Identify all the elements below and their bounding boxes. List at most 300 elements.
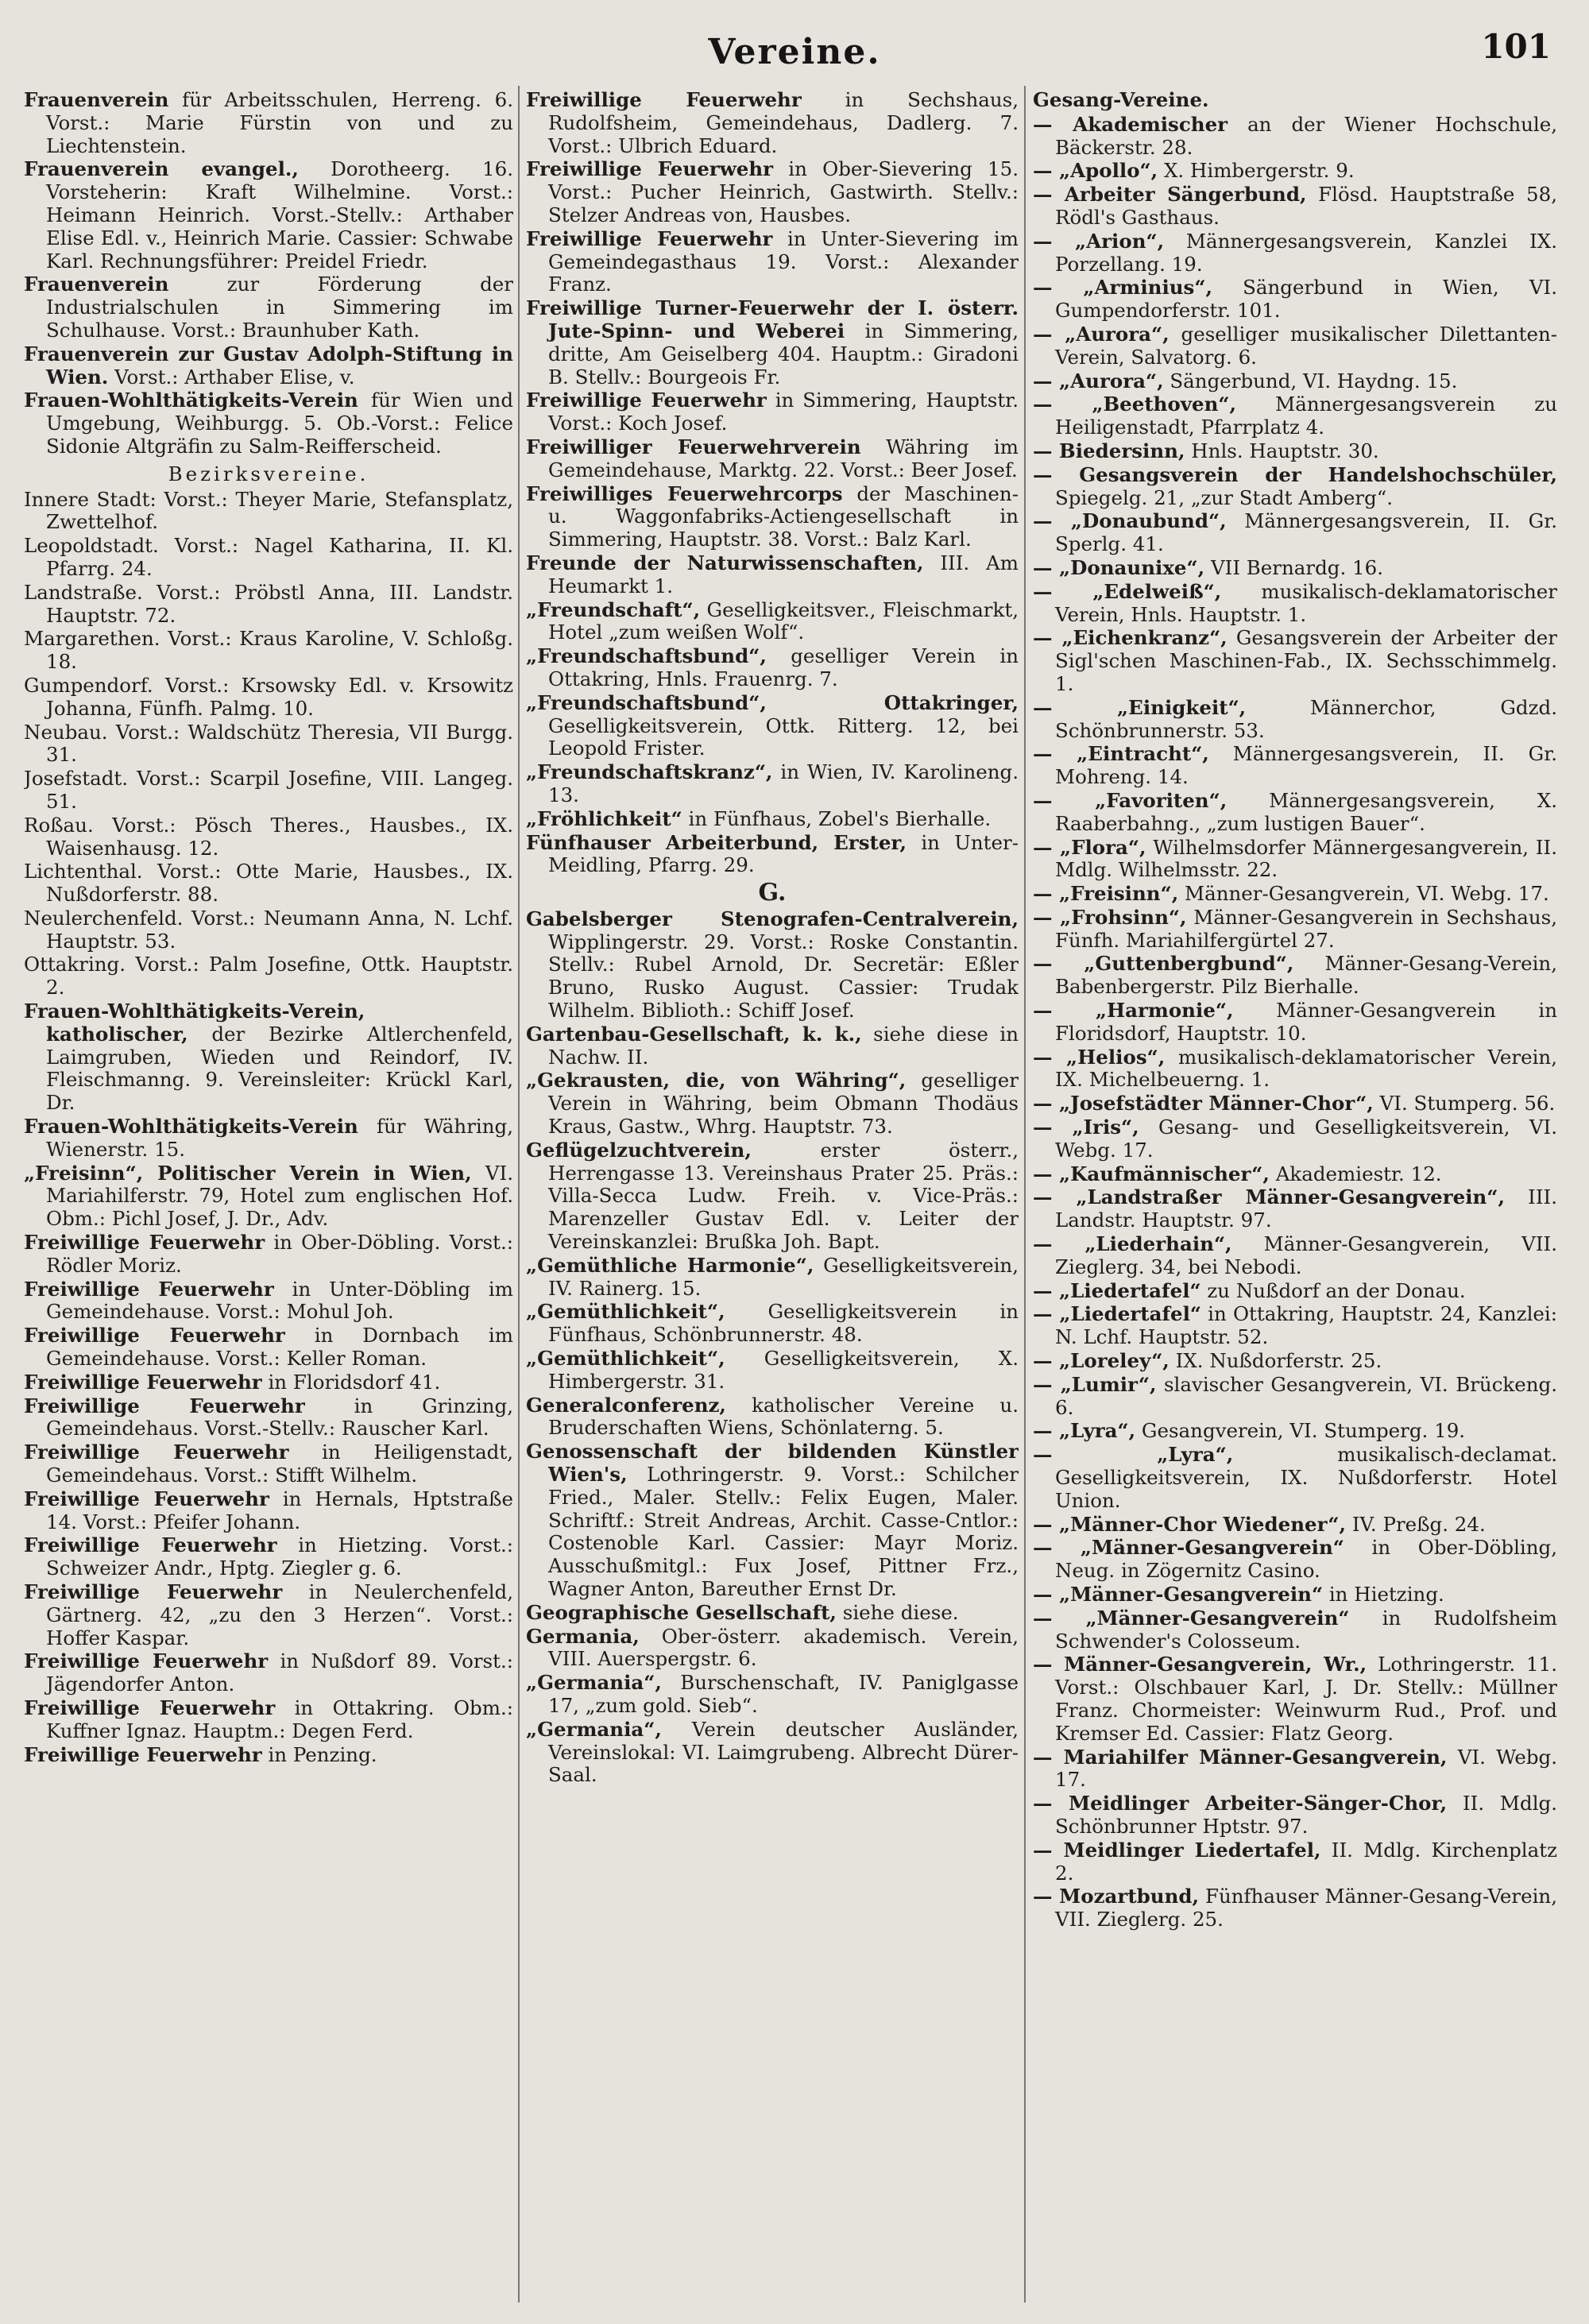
entry-details: Fünfhauser Männer-Gesang-Verein, VII. Zieglerg. 25. — [1055, 1885, 1557, 1932]
entry-details: erster österr., Herrengasse 13. Vereinshaus Prater 25. Präs.: Villa-Secca Ludw. Freih. v. Vice-Präs.: Marenzeller Gustav Edl. v. Leiter der Vereinskanzlei: Brußka Joh. Bapt. — [548, 1138, 1019, 1254]
directory-entry — [24, 1324, 513, 1371]
entry-name: Freiwillige Feuerwehr — [24, 1277, 274, 1301]
entry-name: Freiwillige Feuerwehr — [526, 226, 773, 250]
entry-name: — „Beethoven“, — [1033, 392, 1237, 416]
entry-details: Männergesangsverein, X. Raaberbahng., „zum lustigen Bauer“. — [1055, 788, 1557, 835]
entry-name: Freiwillige Feuerwehr — [526, 89, 802, 111]
entry-details: Sängerbund in Wien, VI. Gumpendorferstr. 101. — [1055, 276, 1557, 323]
directory-entry — [1033, 464, 1557, 510]
entry-name: — „Flora“, — [1033, 835, 1146, 859]
entry-details: in Heiligenstadt, Gemeindehaus. Vorst.: Stifft Wilhelm. — [46, 1440, 513, 1487]
entry-name: Freiwillige Feuerwehr — [24, 1533, 277, 1557]
directory-entry — [526, 1069, 1019, 1138]
directory-entry — [526, 808, 1019, 831]
directory-entry — [1033, 1653, 1557, 1745]
entry-details: Neulerchenfeld. Vorst.: Neumann Anna, N. Lchf. Hauptstr. 53. — [24, 906, 513, 953]
entry-details: Sängerbund, VI. Haydng. 15. — [1163, 369, 1458, 392]
directory-entry — [1033, 1746, 1557, 1792]
entry-details: Gesang- und Geselligkeitsverein, VI. Webg. 17. — [1055, 1116, 1557, 1162]
entry-name: — „Freisinn“, — [1033, 882, 1179, 906]
entry-name: Gabelsberger Stenografen-Centralverein, — [526, 907, 1019, 930]
directory-entry — [1033, 160, 1557, 183]
column-middle — [526, 89, 1019, 2306]
entry-name: — „Guttenbergbund“, — [1033, 952, 1294, 976]
entry-details: Gesangverein, VI. Stumperg. 19. — [1135, 1419, 1466, 1443]
directory-entry — [1033, 1116, 1557, 1162]
directory-entry — [24, 768, 513, 814]
entry-details: geselliger Verein in Währing, beim Obmann Thodäus Kraus, Gastw., Whrg. Hauptstr. 73. — [548, 1069, 1019, 1139]
directory-entry — [1033, 1374, 1557, 1420]
entry-details: Ottakring. Vorst.: Palm Josefine, Ottk. Hauptstr. 2. — [24, 953, 513, 1000]
entry-name: Fünfhauser Arbeiterbund, Erster, — [526, 830, 907, 854]
entry-details: Männer-Gesangverein, VI. Webg. 17. — [1178, 882, 1549, 906]
directory-entry — [24, 1534, 513, 1580]
entry-details: musikalisch-deklamatorischer Verein, IX. Michelbeuerng. 1. — [1055, 1045, 1557, 1092]
column-left — [24, 89, 513, 2306]
entry-details: II. Mdlg. Schönbrunner Hptstr. 97. — [1055, 1792, 1557, 1838]
entry-name: Freiwillige Feuerwehr — [24, 1324, 285, 1348]
directory-entry — [1033, 697, 1557, 743]
directory-entry — [526, 89, 1019, 157]
directory-entry — [1033, 184, 1557, 230]
directory-entry — [1033, 1583, 1557, 1607]
entry-name: Frauen-Wohlthätigkeits-Verein — [24, 389, 358, 412]
entry-details: Vorst.: Arthaber Elise, v. — [108, 365, 355, 389]
entry-details: in Nußdorf 89. Vorst.: Jägendorfer Anton. — [46, 1649, 513, 1696]
entry-details: in Ottakring, Hauptstr. 24, Kanzlei: N. Lchf. Hauptstr. 52. — [1055, 1302, 1557, 1349]
entry-name: Frauen-Wohlthätigkeits-Verein — [24, 1115, 358, 1139]
directory-entry — [526, 483, 1019, 551]
directory-entry — [24, 273, 513, 342]
entry-name: Frauenverein — [24, 273, 169, 296]
entry-details: in Ober-Sievering 15. Vorst.: Pucher Heinrich, Gastwirth. Stellv.: Stelzer Andreas von, Hausbes. — [548, 157, 1019, 226]
entry-name: „Gemüthliche Harmonie“, — [526, 1253, 814, 1277]
directory-entry — [526, 552, 1019, 598]
entry-details: Männer-Gesang-Verein, Babenbergerstr. Pilz Bierhalle. — [1055, 952, 1557, 999]
entry-details: slavischer Gesangverein, VI. Brückeng. 6. — [1055, 1372, 1557, 1419]
entry-details: Flösd. Hauptstraße 58, Rödl's Gasthaus. — [1055, 183, 1557, 229]
directory-entry — [24, 1697, 513, 1743]
directory-entry — [24, 1395, 513, 1441]
directory-entry — [1033, 1885, 1557, 1932]
directory-entry — [24, 158, 513, 273]
entry-details: für Wien und Umgebung, Weihburgg. 5. Ob.-Vorst.: Felice Sidonie Altgräfin zu Salm-Reifferscheid. — [46, 389, 513, 458]
entry-details: in Unter-Döbling im Gemeindehause. Vorst.: Mohul Joh. — [46, 1277, 513, 1324]
entry-name: Gartenbau-Gesellschaft, k. k., — [526, 1022, 862, 1046]
entry-details: geselliger musikalischer Dilettanten-Verein, Salvatorg. 6. — [1055, 322, 1557, 369]
entry-details: Geselligkeitsver., Fleischmarkt, Hotel „zum weißen Wolf“. — [548, 597, 1019, 644]
entry-name: „Gemüthlichkeit“, — [526, 1300, 725, 1324]
directory-entry — [1033, 837, 1557, 883]
directory-entry — [24, 814, 513, 860]
entry-details: Geselligkeitsverein, X. Himbergerstr. 31. — [548, 1347, 1019, 1393]
entry-name: Freiwillige Feuerwehr — [24, 1440, 289, 1464]
entry-name: Freiwilliges Feuerwehrcorps — [526, 481, 843, 505]
entry-name: — „Favoriten“, — [1033, 788, 1228, 812]
directory-entry — [1033, 370, 1557, 393]
entry-name: „Germania“, — [526, 1671, 662, 1695]
entry-name: — „Loreley“, — [1033, 1349, 1170, 1373]
entry-name: — „Eichenkranz“, — [1033, 626, 1228, 650]
entry-details: Männer-Gesangverein, VII. Zieglerg. 34, bei Nebodi. — [1055, 1232, 1557, 1278]
section-subheading: Bezirksvereine. — [168, 462, 369, 485]
entry-details: Margarethen. Vorst.: Kraus Karoline, V. Schloßg. 18. — [24, 627, 513, 674]
entry-details: III. Landstr. Hauptstr. 97. — [1055, 1185, 1557, 1232]
entry-details: in Unter-Sievering im Gemeindegasthaus 19. Vorst.: Alexander Franz. — [548, 226, 1019, 296]
directory-entry — [526, 832, 1019, 878]
directory-entry — [526, 1626, 1019, 1672]
directory-entry — [24, 1278, 513, 1324]
entry-details: für Währing, Wienerstr. 15. — [46, 1115, 513, 1161]
entry-details: Hnls. Hauptstr. 30. — [1185, 439, 1379, 462]
directory-entry — [1033, 323, 1557, 369]
directory-entry — [24, 953, 513, 1000]
entry-name: — Meidlinger Arbeiter-Sänger-Chor, — [1033, 1792, 1448, 1816]
entry-name: Frauenverein zur Gustav Adolph-Stiftung in Wien. — [24, 342, 513, 389]
entry-name: — „Landstraßer Männer-Gesangverein“, — [1033, 1185, 1505, 1209]
entry-details: siehe diese. — [836, 1600, 959, 1624]
entry-name: Freiwillige Feuerwehr — [526, 389, 767, 412]
directory-entry — [24, 1581, 513, 1649]
entry-name: — „Arion“, — [1033, 229, 1165, 253]
entry-details: Geselligkeitsverein in Fünfhaus, Schönbrunnerstr. 48. — [548, 1300, 1019, 1347]
directory-entry — [1033, 510, 1557, 556]
entry-details: in Floridsdorf 41. — [261, 1370, 441, 1394]
directory-entry — [1033, 1839, 1557, 1885]
entry-details: siehe diese in Nachw. II. — [548, 1022, 1019, 1069]
entry-name: Frauenverein evangel., — [24, 157, 299, 181]
entry-details: X. Himbergerstr. 9. — [1158, 159, 1355, 183]
directory-entry — [526, 645, 1019, 691]
directory-entry — [1033, 1514, 1557, 1537]
directory-entry — [24, 89, 513, 157]
directory-entry — [526, 1255, 1019, 1301]
entry-details: Männer-Gesangverein in Sechshaus, Fünfh. Mariahilfergürtel 27. — [1055, 905, 1557, 952]
entry-details: Geselligkeitsverein, IV. Rainerg. 15. — [548, 1253, 1019, 1300]
entry-details: Gumpendorf. Vorst.: Krsowsky Edl. v. Krsowitz Johanna, Fünfh. Palmg. 10. — [24, 673, 513, 720]
entry-details: VI. Mariahilferstr. 79, Hotel zum englischen Hof. Obm.: Pichl Josef, J. Dr., Adv. — [46, 1161, 513, 1231]
entry-details: in Unter-Meidling, Pfarrg. 29. — [548, 830, 1019, 877]
entry-name: — „Männer-Gesangverein“ — [1033, 1536, 1344, 1560]
entry-name: — „Lumir“, — [1033, 1372, 1157, 1396]
directory-entry — [526, 1301, 1019, 1347]
entry-name: — „Liederhain“, — [1033, 1232, 1232, 1256]
entry-name: Freunde der Naturwissenschaften, — [526, 551, 924, 574]
entry-name: „Freundschaftsbund“, Ottakringer, — [526, 690, 1019, 714]
entry-details: in Ottakring. Obm.: Kuffner Ignaz. Hauptm.: Degen Ferd. — [46, 1696, 513, 1742]
entry-details: in Hietzing. — [1323, 1583, 1444, 1606]
entry-name: Freiwillige Feuerwehr — [24, 1649, 269, 1673]
directory-entry — [1033, 907, 1557, 953]
entry-name: — „Männer-Gesangverein“ — [1033, 1583, 1324, 1606]
entry-details: Währing im Gemeindehause, Marktg. 22. Vorst.: Beer Josef. — [548, 435, 1019, 481]
directory-entry — [1033, 790, 1557, 836]
directory-entry — [24, 628, 513, 674]
entry-name: — „Eintracht“, — [1033, 742, 1209, 766]
entry-details: Männerchor, Gdzd. Schönbrunnerstr. 53. — [1055, 695, 1557, 742]
entry-details: in Dornbach im Gemeindehause. Vorst.: Keller Roman. — [46, 1324, 513, 1371]
entry-name: — „Arminius“, — [1033, 276, 1212, 300]
directory-entry — [1033, 627, 1557, 695]
directory-entry — [24, 535, 513, 581]
entry-name: Freiwillige Feuerwehr — [24, 1696, 276, 1719]
directory-entry — [526, 297, 1019, 389]
section-letter: G. — [758, 879, 787, 907]
entry-name: Freiwillige Feuerwehr — [24, 1231, 265, 1255]
entry-name: — Gesangsverein der Handelshochschüler, — [1033, 462, 1557, 486]
entry-details: Dorotheerg. 16. Vorsteherin: Kraft Wilhelmine. Vorst.: Heimann Heinrich. Vorst.-Stellv.: Arthaber Elise Edl. v., Heinrich Marie. Cassier: Schwabe Karl. Rechnungsführer: Preidel Friedr. — [46, 157, 513, 273]
directory-entry — [1033, 557, 1557, 580]
entry-name: — Biedersinn, — [1033, 439, 1185, 462]
directory-entry — [24, 1488, 513, 1534]
directory-entry — [24, 489, 513, 535]
entry-details: Lothringerstr. 9. Vorst.: Schilcher Fried., Maler. Stellv.: Felix Eugen, Maler. Schriftf.: Streit Andreas, Archit. Casse-Cntlor.: Costenoble Karl. Cassier: Mayr Moriz. Ausschußmitgl.: Fux Josef, Pittner Frz., Wagner Anton, Bareuther Ernst Dr. — [548, 1463, 1019, 1600]
entry-details: in Hernals, Hptstraße 14. Vorst.: Pfeifer Johann. — [46, 1487, 513, 1533]
entry-details: Männergesangsverein, Kanzlei IX. Porzellang. 19. — [1055, 229, 1557, 276]
entry-name: Freiwillige Feuerwehr — [526, 157, 774, 181]
entry-details: in Ober-Döbling. Vorst.: Rödler Moriz. — [46, 1231, 513, 1277]
directory-entry — [1033, 276, 1557, 323]
entry-details: in Hietzing. Vorst.: Schweizer Andr., Hptg. Ziegler g. 6. — [46, 1533, 513, 1580]
entry-name: Genossenschaft der bildenden Künstler Wien's, — [526, 1440, 1019, 1487]
entry-name: Freiwillige Feuerwehr — [24, 1742, 262, 1766]
directory-entry — [1033, 1186, 1557, 1232]
entry-name: „Freisinn“, Politischer Verein in Wien, — [24, 1161, 472, 1185]
entry-details: Verein deutscher Ausländer, Vereinslokal: VI. Laimgrubeng. Albrecht Dürer-Saal. — [548, 1717, 1019, 1787]
entry-details: IX. Nußdorferstr. 25. — [1169, 1349, 1382, 1373]
entry-details: zu Nußdorf an der Donau. — [1200, 1278, 1466, 1302]
entry-name: Freiwillige Feuerwehr — [24, 1487, 269, 1510]
directory-entry — [24, 1650, 513, 1696]
column-divider — [518, 86, 520, 2303]
entry-details: Ober-österr. akademisch. Verein, VIII. Auerspergstr. 6. — [548, 1624, 1019, 1671]
entry-name: — „Helios“, — [1033, 1045, 1166, 1069]
directory-entry — [1033, 1537, 1557, 1583]
entry-name: — Mozartbund, — [1033, 1885, 1200, 1908]
directory-entry — [24, 1162, 513, 1231]
entry-name: — „Josefstädter Männer-Chor“, — [1033, 1092, 1374, 1116]
entry-details: Roßau. Vorst.: Pösch Theres., Hausbes., IX. Waisenhausg. 12. — [24, 813, 513, 860]
directory-entry — [1033, 393, 1557, 439]
directory-entry — [1033, 1607, 1557, 1653]
entry-name: — „Donaunixe“, — [1033, 555, 1205, 579]
entry-details: in Simmering, Hauptstr. Vorst.: Koch Josef. — [548, 389, 1019, 435]
directory-entry — [526, 228, 1019, 296]
entry-details: geselliger Verein in Ottakring, Hnls. Frauenrg. 7. — [548, 644, 1019, 690]
entry-details: der Maschinen- u. Waggonfabriks-Actiengesellschaft in Simmering, Hauptstr. 38. Vorst.: Balz Karl. — [548, 481, 1019, 551]
directory-entry — [526, 1394, 1019, 1440]
directory-entry — [24, 721, 513, 768]
entry-details: Wipplingerstr. 29. Vorst.: Roske Constantin. Stellv.: Rubel Arnold, Dr. Secretär: Eßler Bruno, Rusko August. Cassier: Trudak Wilhelm. Biblioth.: Schiff Josef. — [548, 930, 1019, 1023]
directory-entry — [24, 343, 513, 389]
directory-entry — [24, 675, 513, 721]
directory-entry — [1033, 440, 1557, 463]
entry-details: Gesangsverein der Arbeiter der Sigl'schen Maschinen-Fab., IX. Sechsschimmelg. 1. — [1055, 626, 1557, 695]
directory-entry — [526, 1139, 1019, 1254]
directory-entry — [1033, 230, 1557, 276]
entry-details: in Penzing. — [261, 1742, 377, 1766]
entry-name: Geographische Gesellschaft, — [526, 1600, 837, 1624]
entry-details: Männergesangsverein zu Heiligenstadt, Pfarrplatz 4. — [1055, 392, 1557, 439]
entry-name: — „Liedertafel“ — [1033, 1302, 1201, 1326]
entry-name: — „Aurora“, — [1033, 369, 1164, 392]
entry-name: — „Lyra“, — [1033, 1419, 1136, 1443]
entry-details: in Fünfhaus, Zobel's Bierhalle. — [682, 806, 992, 830]
directory-entry — [526, 1023, 1019, 1069]
entry-details: Burschenschaft, IV. Paniglgasse 17, „zum gold. Sieb“. — [548, 1671, 1019, 1717]
directory-entry — [1033, 1350, 1557, 1373]
page-title: Vereine. — [708, 32, 881, 72]
entry-details: zur Förderung der Industrialschulen in Simmering im Schulhause. Vorst.: Braunhuber Kath. — [46, 273, 513, 342]
entry-details: in Grinzing, Gemeindehaus. Vorst.-Stellv.: Rauscher Karl. — [46, 1394, 513, 1440]
page-number: 101 — [1481, 27, 1551, 66]
entry-details: Innere Stadt: Vorst.: Theyer Marie, Stefansplatz, Zwettelhof. — [24, 487, 513, 534]
entry-details: in Simmering, dritte, Am Geiselberg 404. Hauptm.: Giradoni B. Stellv.: Bourgeois Fr. — [548, 319, 1019, 389]
entry-name: — „Apollo“, — [1033, 159, 1158, 183]
entry-details: VI. Stumperg. 56. — [1373, 1092, 1556, 1116]
entry-name: Germania, — [526, 1624, 640, 1648]
directory-entry — [526, 1440, 1019, 1601]
entry-details: musikalisch-declamat. Geselligkeitsverein, IX. Nußdorferstr. Hotel Union. — [1055, 1443, 1557, 1512]
directory-entry — [526, 158, 1019, 226]
directory-entry — [1033, 1280, 1557, 1303]
directory-entry — [526, 1348, 1019, 1394]
directory-entry — [1033, 1792, 1557, 1839]
directory-entry — [526, 908, 1019, 1023]
entry-name: Generalconferenz, — [526, 1393, 726, 1417]
entry-name: „Germania“, — [526, 1717, 662, 1741]
directory-entry — [24, 1000, 513, 1115]
directory-entry — [1033, 581, 1557, 627]
entry-details: Geselligkeitsverein, Ottk. Ritterg. 12, bei Leopold Frister. — [548, 713, 1019, 760]
entry-details: VI. Webg. 17. — [1055, 1745, 1557, 1792]
directory-entry — [1033, 883, 1557, 906]
entry-details: an der Wiener Hochschule, Bäckerstr. 28. — [1055, 112, 1557, 159]
entry-details: III. Am Heumarkt 1. — [548, 551, 1019, 597]
entry-details: Neubau. Vorst.: Waldschütz Theresia, VII Burgg. 31. — [24, 720, 513, 767]
directory-entry — [24, 1371, 513, 1394]
directory-entry — [1033, 1233, 1557, 1279]
entry-name: Freiwillige Feuerwehr — [24, 1580, 283, 1603]
entry-name: — Arbeiter Sängerbund, — [1033, 183, 1307, 207]
entry-name: — Akademischer — [1033, 112, 1228, 136]
entry-details: in Neulerchenfeld, Gärtnerg. 42, „zu den 3 Herzen“. Vorst.: Hoffer Kaspar. — [46, 1580, 513, 1649]
entry-details: Lothringerstr. 11. Vorst.: Olschbauer Karl, J. Dr. Stellv.: Müllner Franz. Chormeister: Weinwurm Rud., Prof. und Kremser Ed. Cassier: Flatz Georg. — [1055, 1653, 1557, 1745]
column-heading: Gesang-Vereine. — [1033, 89, 1209, 111]
column-divider — [1024, 86, 1026, 2303]
entry-name: „Freundschaftskranz“, — [526, 760, 773, 784]
entry-name: — „Lyra“, — [1033, 1443, 1234, 1467]
entry-details: Lichtenthal. Vorst.: Otte Marie, Hausbes., IX. Nußdorferstr. 88. — [24, 860, 513, 907]
directory-entry — [1033, 1163, 1557, 1186]
entry-details: Leopoldstadt. Vorst.: Nagel Katharina, II. Kl. Pfarrg. 24. — [24, 534, 513, 580]
directory-entry — [1033, 1444, 1557, 1512]
directory-entry — [1033, 114, 1557, 160]
entry-name: — „Männer-Chor Wiedener“, — [1033, 1512, 1347, 1536]
entry-name: Frauen-Wohlthätigkeits-Verein, katholischer, — [24, 1000, 365, 1046]
entry-name: „Freundschaftsbund“, — [526, 644, 767, 668]
entry-name: „Gemüthlichkeit“, — [526, 1347, 725, 1371]
entry-details: Akademiestr. 12. — [1269, 1162, 1442, 1185]
entry-name: „Freundschaft“, — [526, 597, 701, 621]
entry-name: „Gekrausten, die, von Währing“, — [526, 1069, 907, 1092]
directory-entry — [1033, 1420, 1557, 1443]
directory-entry — [24, 1116, 513, 1162]
entry-name: Freiwilliger Feuerwehrverein — [526, 435, 861, 458]
entry-details: Wilhelmsdorfer Männergesangverein, II. Mdlg. Wilhelmsstr. 22. — [1055, 835, 1557, 882]
directory-entry — [1033, 743, 1557, 789]
directory-entry — [1033, 1000, 1557, 1046]
column-right — [1033, 89, 1557, 2306]
entry-details: der Bezirke Altlerchenfeld, Laimgruben, Wieden und Reindorf, IV. Fleischmanng. 9. Vereinsleiter: Krückl Karl, Dr. — [46, 1022, 513, 1115]
entry-details: Männergesangsverein, II. Gr. Sperlg. 41. — [1055, 509, 1557, 556]
entry-name: — „Einigkeit“, — [1033, 695, 1247, 719]
directory-entry — [24, 860, 513, 907]
entry-name: Freiwillige Turner-Feuerwehr der I. österr. Jute-Spinn- und Weberei — [526, 296, 1019, 342]
entry-details: in Sechshaus, Rudolfsheim, Gemeindehaus, Dadlerg. 7. Vorst.: Ulbrich Eduard. — [548, 89, 1019, 157]
directory-entry — [526, 436, 1019, 482]
entry-name: — „Frohsinn“, — [1033, 905, 1187, 929]
entry-name: — Männer-Gesangverein, Wr., — [1033, 1653, 1367, 1676]
entry-name: Geflügelzuchtverein, — [526, 1138, 752, 1162]
entry-details: in Ober-Döbling, Neug. in Zögernitz Casino. — [1055, 1536, 1557, 1583]
entry-details: für Arbeitsschulen, Herreng. 6. Vorst.: Marie Fürstin von und zu Liechtenstein. — [46, 89, 513, 157]
entry-name: — „Iris“, — [1033, 1116, 1139, 1139]
directory-entry — [526, 1602, 1019, 1625]
directory-entry — [24, 1232, 513, 1278]
directory-entry — [526, 599, 1019, 645]
entry-name: — „Edelweiß“, — [1033, 579, 1222, 603]
entry-details: in Wien, IV. Karolineng. 13. — [548, 760, 1019, 806]
entry-details: Männer-Gesangverein in Floridsdorf, Hauptstr. 10. — [1055, 999, 1557, 1045]
directory-entry — [526, 389, 1019, 435]
directory-entry — [24, 1744, 513, 1767]
entry-name: — „Aurora“, — [1033, 322, 1170, 346]
entry-name: „Fröhlichkeit“ — [526, 806, 682, 830]
directory-entry — [1033, 953, 1557, 999]
entry-details: II. Mdlg. Kirchenplatz 2. — [1055, 1838, 1557, 1885]
entry-name: — „Männer-Gesangverein“ — [1033, 1606, 1350, 1630]
entry-details: in Rudolfsheim Schwender's Colosseum. — [1055, 1606, 1557, 1653]
entry-name: — „Liedertafel“ — [1033, 1278, 1201, 1302]
entry-details: IV. Preßg. 24. — [1346, 1512, 1486, 1536]
directory-entry — [526, 1719, 1019, 1787]
entry-details: Spiegelg. 21, „zur Stadt Amberg“. — [1055, 485, 1394, 509]
directory-entry — [1033, 1303, 1557, 1349]
directory-entry — [24, 907, 513, 953]
directory-entry — [526, 761, 1019, 807]
entry-details: VII Bernardg. 16. — [1204, 555, 1383, 579]
directory-entry — [526, 1672, 1019, 1718]
entry-details: Männergesangsverein, II. Gr. Mohreng. 14. — [1055, 742, 1557, 789]
entry-name: Freiwillige Feuerwehr — [24, 1370, 262, 1394]
entry-details: Landstraße. Vorst.: Pröbstl Anna, III. Landstr. Hauptstr. 72. — [24, 580, 513, 627]
entry-details: musikalisch-deklamatorischer Verein, Hnls. Hauptstr. 1. — [1055, 579, 1557, 626]
entry-name: Freiwillige Feuerwehr — [24, 1394, 305, 1417]
directory-entry — [1033, 1046, 1557, 1092]
entry-details: Josefstadt. Vorst.: Scarpil Josefine, VIII. Langeg. 51. — [24, 767, 513, 813]
entry-name: — „Donaubund“, — [1033, 509, 1227, 533]
directory-entry — [526, 692, 1019, 760]
entry-details: katholischer Vereine u. Bruderschaften Wiens, Schönlaterng. 5. — [548, 1393, 1019, 1440]
directory-entry — [1033, 1092, 1557, 1116]
directory-entry — [24, 582, 513, 628]
directory-entry — [24, 1441, 513, 1487]
entry-name: — „Harmonie“, — [1033, 999, 1234, 1023]
entry-name: Frauenverein — [24, 89, 169, 111]
entry-name: — Meidlinger Liedertafel, — [1033, 1838, 1321, 1862]
entry-name: — Mariahilfer Männer-Gesangverein, — [1033, 1745, 1448, 1769]
